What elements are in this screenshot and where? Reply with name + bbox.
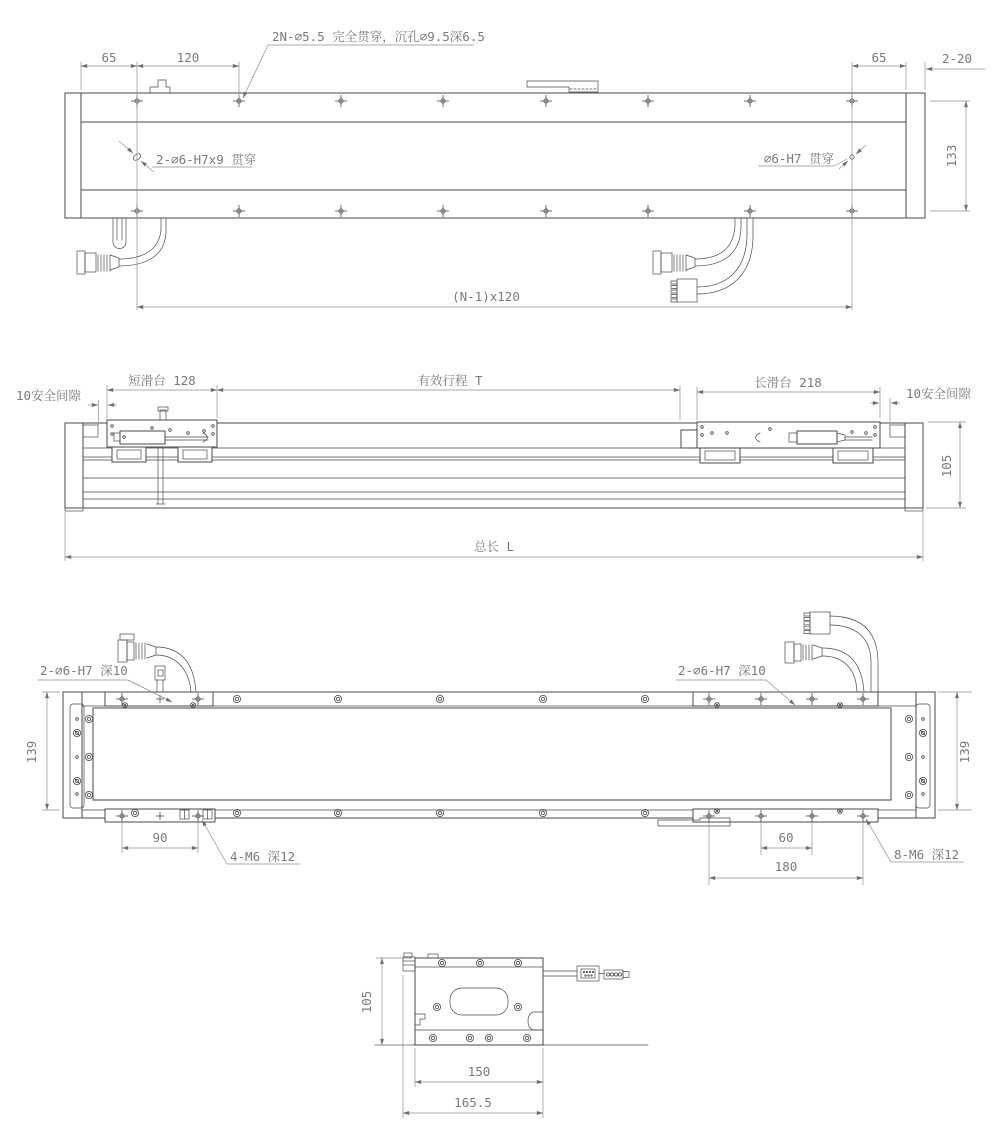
dim-60 (761, 822, 812, 855)
dim-139-right (938, 692, 972, 810)
dim-65-right (852, 50, 925, 310)
note-text-pin-right-bottom: 2-∅6-H7 深10 (678, 663, 766, 678)
dim-text-60: 60 (778, 830, 794, 845)
dsub-connector (577, 966, 599, 981)
short-slider (107, 407, 217, 504)
dim-133 (930, 101, 970, 211)
dim-text-180: 180 (774, 859, 798, 874)
short-slider-plate-bottom (105, 809, 215, 822)
top-view (65, 29, 985, 310)
long-slider-plate-top (693, 692, 878, 707)
end-view-cable (543, 966, 629, 981)
dim-text-139-left: 139 (24, 740, 39, 764)
note-text-mount-holes: 2N-∅5.5 完全贯穿，沉孔∅9.5深6.5 (272, 29, 485, 44)
motor-cable-right (653, 218, 753, 302)
limit-sensor-bump (150, 80, 170, 93)
short-slider-pin (160, 410, 166, 420)
grease-fitting-left (155, 666, 165, 692)
round-connector-bottom-right (785, 642, 794, 663)
dim-text-short-slider: 短滑台 128 (128, 373, 196, 388)
note-pin-left (119, 141, 256, 172)
bottom-cables-right (785, 612, 878, 692)
dim-text-end-105: 105 (359, 990, 374, 1014)
dim-stroke (217, 373, 680, 420)
dim-text-total-length: 总长 L (473, 539, 515, 554)
long-slider-foot-left (700, 448, 740, 463)
dim-text-stroke: 有效行程 T (417, 373, 483, 388)
long-slider-plate-bottom (693, 809, 878, 822)
dim-2-20 (926, 51, 985, 69)
dim-text-65-right: 65 (871, 50, 887, 65)
left-cap-step (83, 425, 98, 437)
dim-long-slider (697, 375, 880, 420)
front-view (16, 373, 972, 561)
dim-text-pitch-total: (N-1)x120 (452, 289, 520, 304)
end-view-body (375, 953, 648, 1045)
dim-139-left (24, 692, 60, 810)
encoder-connector (677, 279, 697, 302)
note-text-pin-left-bottom: 2-∅6-H7 深10 (40, 663, 128, 678)
body-hole-rows (233, 695, 648, 816)
round-connector-flange-right (653, 251, 661, 274)
round-connector-bottom-left (118, 640, 127, 662)
long-slider-motor (797, 431, 837, 444)
bottom-view (24, 612, 972, 885)
note-text-tap-short: 4-M6 深12 (230, 849, 296, 864)
dim-safety-right (870, 386, 972, 425)
dim-90 (122, 822, 198, 853)
dim-total-length (65, 512, 923, 561)
short-slider-plate-top (105, 692, 213, 707)
round-connector-flange (77, 251, 85, 274)
note-text-pin-left: 2-∅6-H7x9 贯穿 (156, 152, 257, 167)
dim-text-139-right: 139 (957, 740, 972, 764)
right-notch (528, 1012, 543, 1030)
reader-dock-bump (527, 81, 598, 92)
dim-text-2-20: 2-20 (941, 51, 973, 66)
grease-nipple-block (403, 957, 415, 971)
dim-120 (137, 50, 239, 66)
dim-safety-left (16, 385, 117, 425)
left-notch (415, 1014, 425, 1025)
bottom-view-body (63, 692, 935, 818)
dim-65-left (81, 50, 239, 310)
dim-text-165p5: 165.5 (454, 1095, 492, 1110)
note-tap-long (866, 819, 964, 862)
note-tap-short (202, 820, 300, 864)
dim-pitch-total (137, 289, 852, 307)
note-pin-right (758, 145, 866, 169)
note-text-tap-long: 8-M6 深12 (894, 847, 960, 862)
top-hole-row-upper (131, 95, 858, 107)
end-view (359, 953, 648, 1118)
dim-text-65-left: 65 (101, 50, 117, 65)
note-text-pin-right: ∅6-H7 贯穿 (763, 151, 834, 166)
left-end-plate-holes (73, 715, 92, 798)
dim-text-safety-right: 10安全间隙 (906, 386, 972, 401)
dim-text-150: 150 (467, 1064, 491, 1079)
dim-text-133: 133 (944, 144, 959, 168)
center-slot (450, 988, 508, 1015)
dim-text-safety-left: 10安全间隙 (16, 388, 82, 403)
note-mount-holes (243, 29, 485, 98)
top-view-body (65, 80, 925, 218)
end-view-screws (429, 959, 530, 1041)
long-slider-tab (681, 430, 697, 448)
motor-cable-left (77, 218, 166, 274)
top-hole-row-lower (131, 205, 858, 217)
encoder-connector-bottom (810, 612, 830, 634)
long-slider-foot-right (833, 448, 873, 463)
dim-text-120: 120 (176, 50, 200, 65)
right-cap-step (890, 425, 905, 437)
dim-text-90: 90 (152, 830, 168, 845)
dim-text-long-slider: 长滑台 218 (754, 375, 822, 390)
dim-165p5 (403, 975, 543, 1118)
dim-text-height-105: 105 (939, 454, 954, 478)
dim-height-105 (926, 422, 966, 508)
short-slider-motor (120, 431, 165, 444)
